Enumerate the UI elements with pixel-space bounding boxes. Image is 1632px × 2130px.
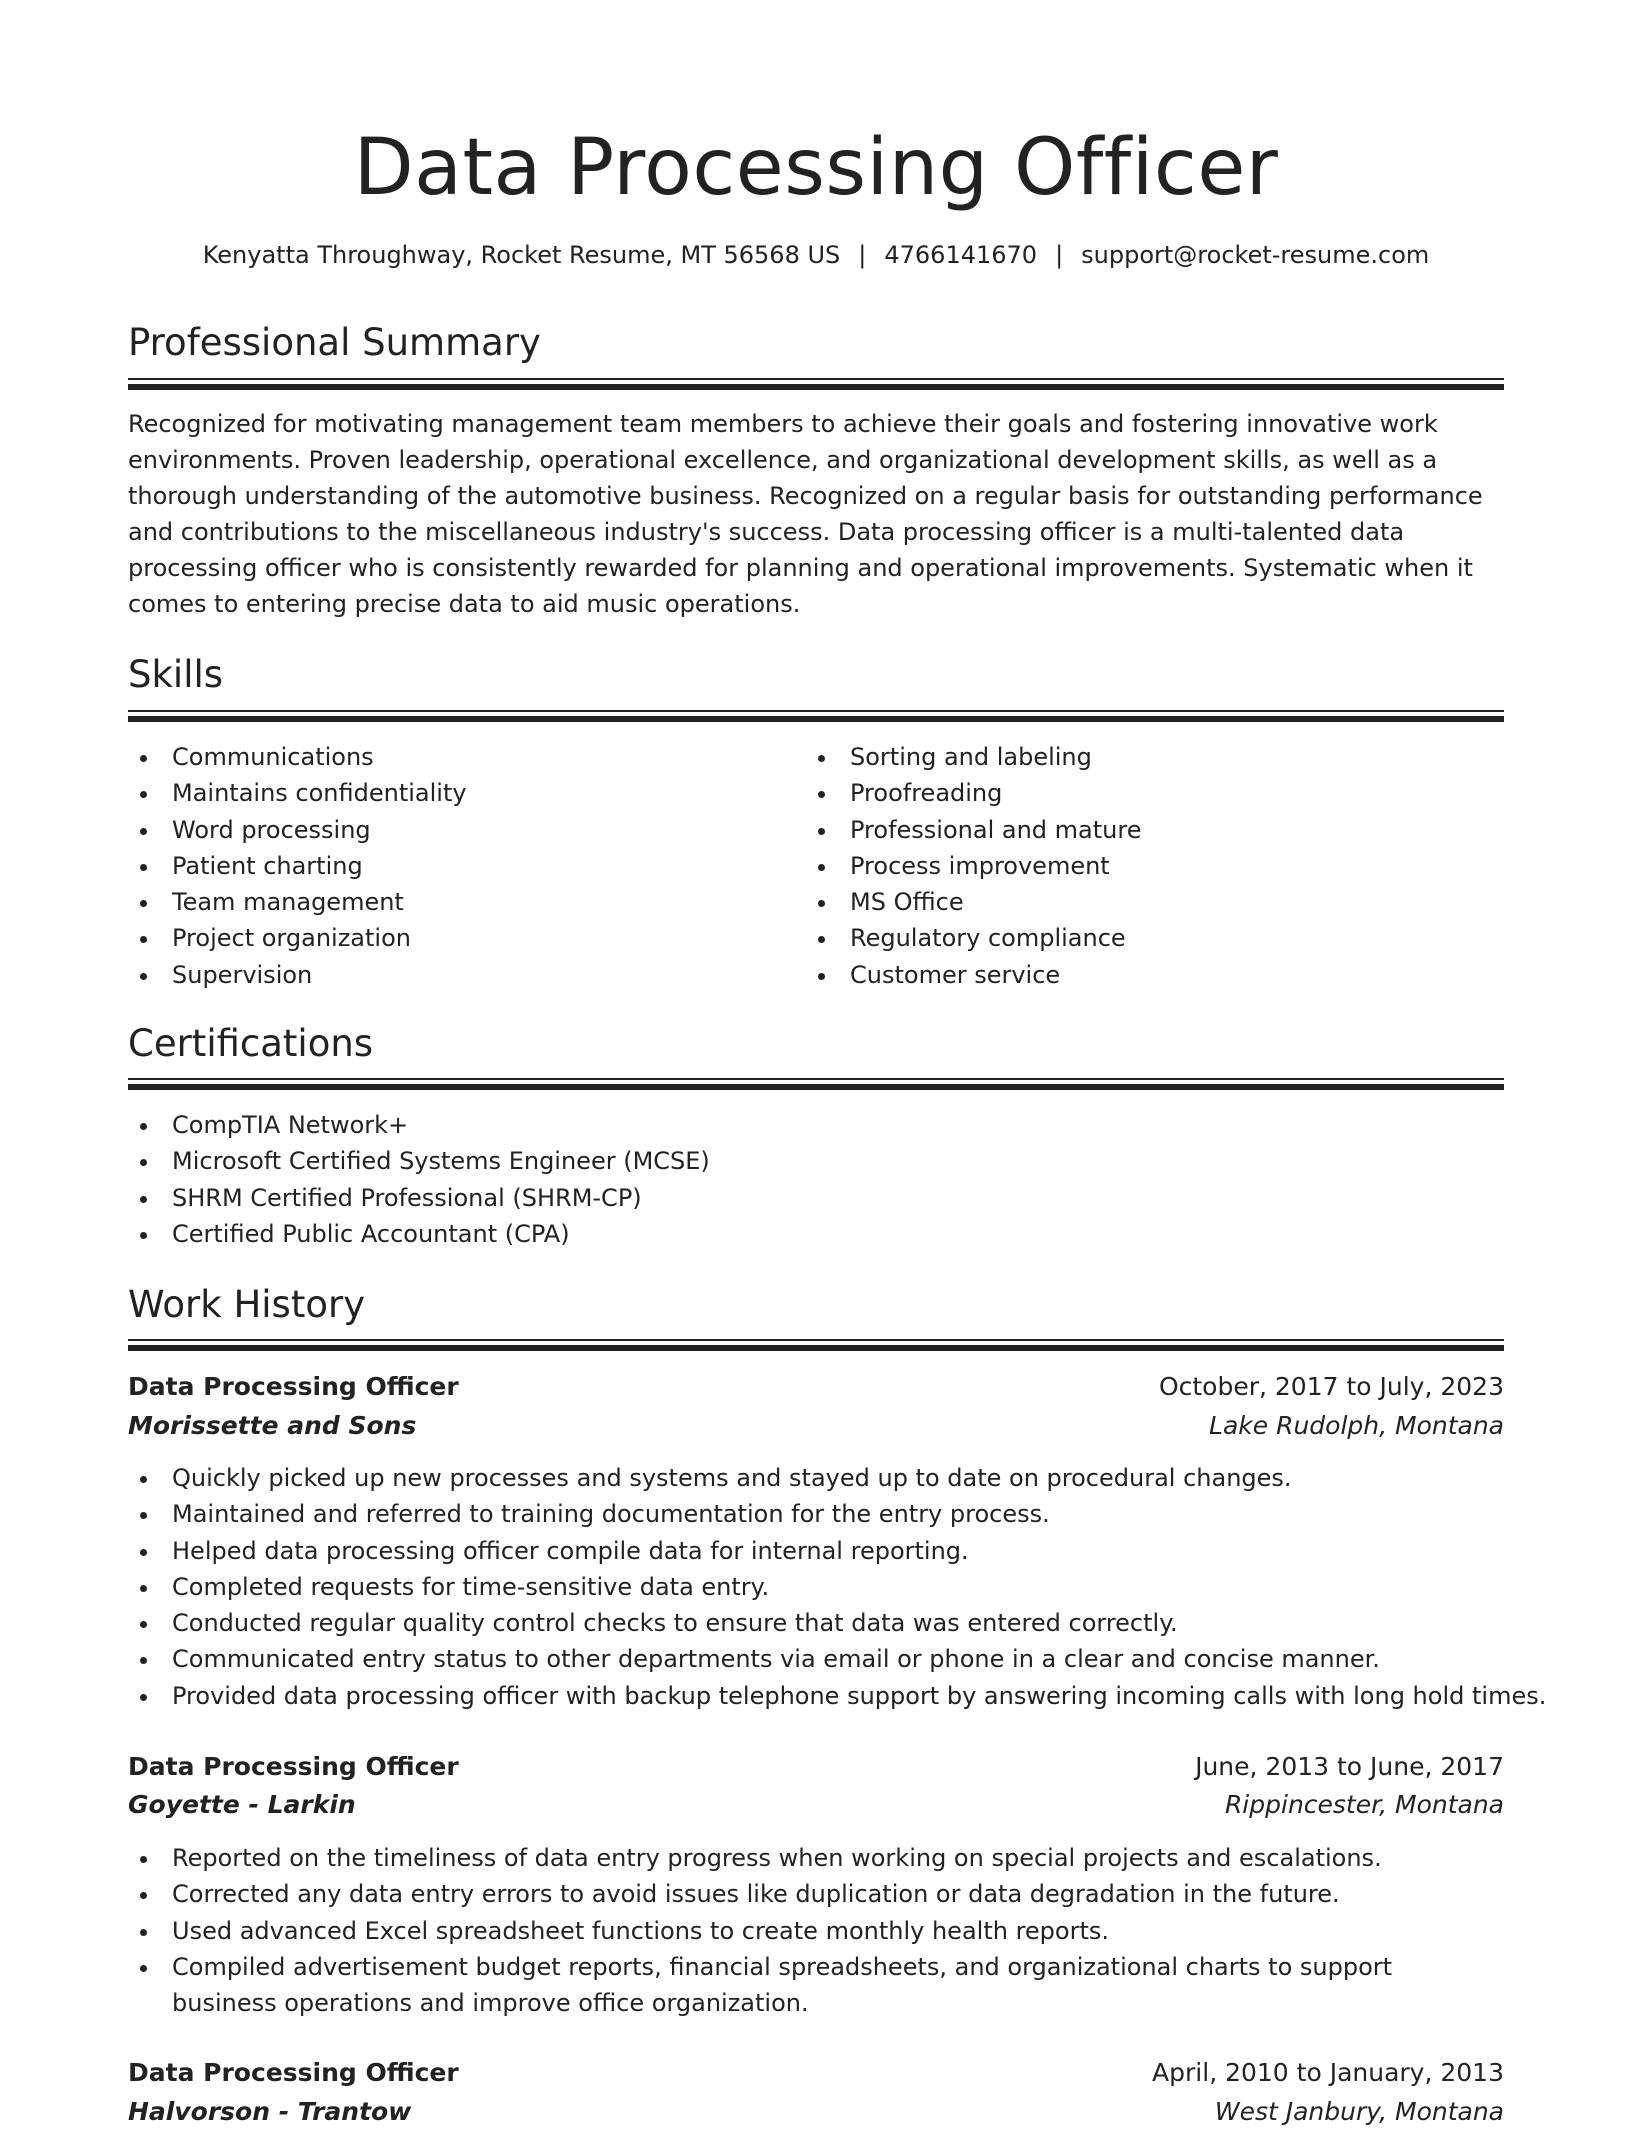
job-subheader — [128, 1408, 1504, 1444]
resume-title: Data Processing Officer — [353, 123, 1279, 213]
job-bullet: Compiled advertisement budget reports, financial spreadsheets, and organizational charts to support business operations and improve office organization. — [128, 1949, 1504, 2022]
skill-item: MS Office — [806, 884, 1486, 920]
contact-line — [128, 238, 1504, 272]
job-bullet: Helped data processing officer compile data for internal reporting. — [128, 1533, 1504, 1569]
summary-text: Recognized for motivating management team members to achieve their goals and fostering innovative work environments. Proven leadership, operational excellence, and organizational development skills, as well as a thorough understanding of the automotive business. Recognized on a regular basis for outstanding performance and contributions to the miscellaneous industry's success. Data processing officer is a multi-talented data processing officer who is consistently rewarded for planning and operational improvements. Systematic when it comes to entering precise data to aid music operations. — [128, 410, 1483, 618]
job-bullet: Completed requests for time-sensitive data entry. — [128, 1569, 1504, 1605]
certification-item: Microsoft Certified Systems Engineer (MCSE) — [128, 1143, 1504, 1179]
job-company: Morissette and Sons — [128, 1411, 417, 1440]
section-divider — [128, 710, 1504, 722]
contact-address: Kenyatta Throughway, Rocket Resume, MT 56568 US — [202, 241, 841, 269]
job-bullets — [128, 1840, 1504, 2021]
summary-heading: Professional Summary — [128, 321, 541, 364]
skill-item: Customer service — [806, 957, 1486, 993]
skills-list-left — [128, 739, 788, 993]
job-dates: April, 2010 to January, 2013 — [1152, 2058, 1504, 2087]
section-divider — [128, 1078, 1504, 1090]
certifications-heading: Certifications — [128, 1022, 374, 1065]
skill-item: Proofreading — [806, 775, 1486, 811]
work-history-heading: Work History — [128, 1283, 366, 1326]
skill-item: Communications — [128, 739, 788, 775]
job-bullets — [128, 1460, 1547, 1714]
job-dates: June, 2013 to June, 2017 — [1195, 1752, 1504, 1781]
skill-item: Sorting and labeling — [806, 739, 1486, 775]
skill-item: Professional and mature — [806, 812, 1486, 848]
contact-email[interactable]: support@rocket-resume.com — [1081, 241, 1430, 269]
certification-item: SHRM Certified Professional (SHRM-CP) — [128, 1180, 1504, 1216]
job-company: Goyette - Larkin — [128, 1790, 356, 1819]
skill-item: Patient charting — [128, 848, 788, 884]
job-bullet: Conducted regular quality control checks to ensure that data was entered correctly. — [128, 1605, 1504, 1641]
certifications-list — [128, 1107, 1504, 1252]
job-bullet: Quickly picked up new processes and systems and stayed up to date on procedural changes. — [128, 1460, 1504, 1496]
job-location: Lake Rudolph, Montana — [1209, 1411, 1504, 1440]
skill-item: Supervision — [128, 957, 788, 993]
skills-list-right — [806, 739, 1486, 993]
job-company: Halvorson - Trantow — [128, 2097, 412, 2126]
job-title: Data Processing Officer — [128, 1372, 459, 1401]
job-bullet: Maintained and referred to training documentation for the entry process. — [128, 1496, 1504, 1532]
job-bullet: Communicated entry status to other departments via email or phone in a clear and concise manner. — [128, 1641, 1504, 1677]
skill-item: Regulatory compliance — [806, 920, 1486, 956]
section-divider — [128, 1339, 1504, 1351]
job-bullet: Corrected any data entry errors to avoid issues like duplication or data degradation in the future. — [128, 1876, 1504, 1912]
skill-item: Project organization — [128, 920, 788, 956]
skill-item: Team management — [128, 884, 788, 920]
job-location: West Janbury, Montana — [1214, 2097, 1504, 2126]
skills-heading: Skills — [128, 653, 224, 696]
job-dates: October, 2017 to July, 2023 — [1158, 1372, 1504, 1401]
certification-item: CompTIA Network+ — [128, 1107, 1504, 1143]
job-header — [128, 1369, 1504, 1405]
skill-item: Word processing — [128, 812, 788, 848]
skill-item: Maintains confidentiality — [128, 775, 788, 811]
certification-item: Certified Public Accountant (CPA) — [128, 1216, 1504, 1252]
contact-phone: 4766141670 — [884, 241, 1038, 269]
job-header — [128, 1749, 1504, 1785]
job-location: Rippincester, Montana — [1224, 1790, 1504, 1819]
skill-item: Process improvement — [806, 848, 1486, 884]
job-bullet: Reported on the timeliness of data entry progress when working on special projects and escalations. — [128, 1840, 1504, 1876]
job-bullet: Used advanced Excel spreadsheet functions to create monthly health reports. — [128, 1913, 1504, 1949]
job-subheader — [128, 2094, 1504, 2130]
job-bullet: Provided data processing officer with backup telephone support by answering incoming calls with long hold times. — [128, 1678, 1504, 1714]
job-subheader — [128, 1787, 1504, 1823]
job-header — [128, 2055, 1504, 2091]
section-divider — [128, 378, 1504, 390]
contact-separator: | — [1055, 241, 1064, 269]
job-title: Data Processing Officer — [128, 1752, 459, 1781]
contact-separator: | — [858, 241, 867, 269]
job-title: Data Processing Officer — [128, 2058, 459, 2087]
